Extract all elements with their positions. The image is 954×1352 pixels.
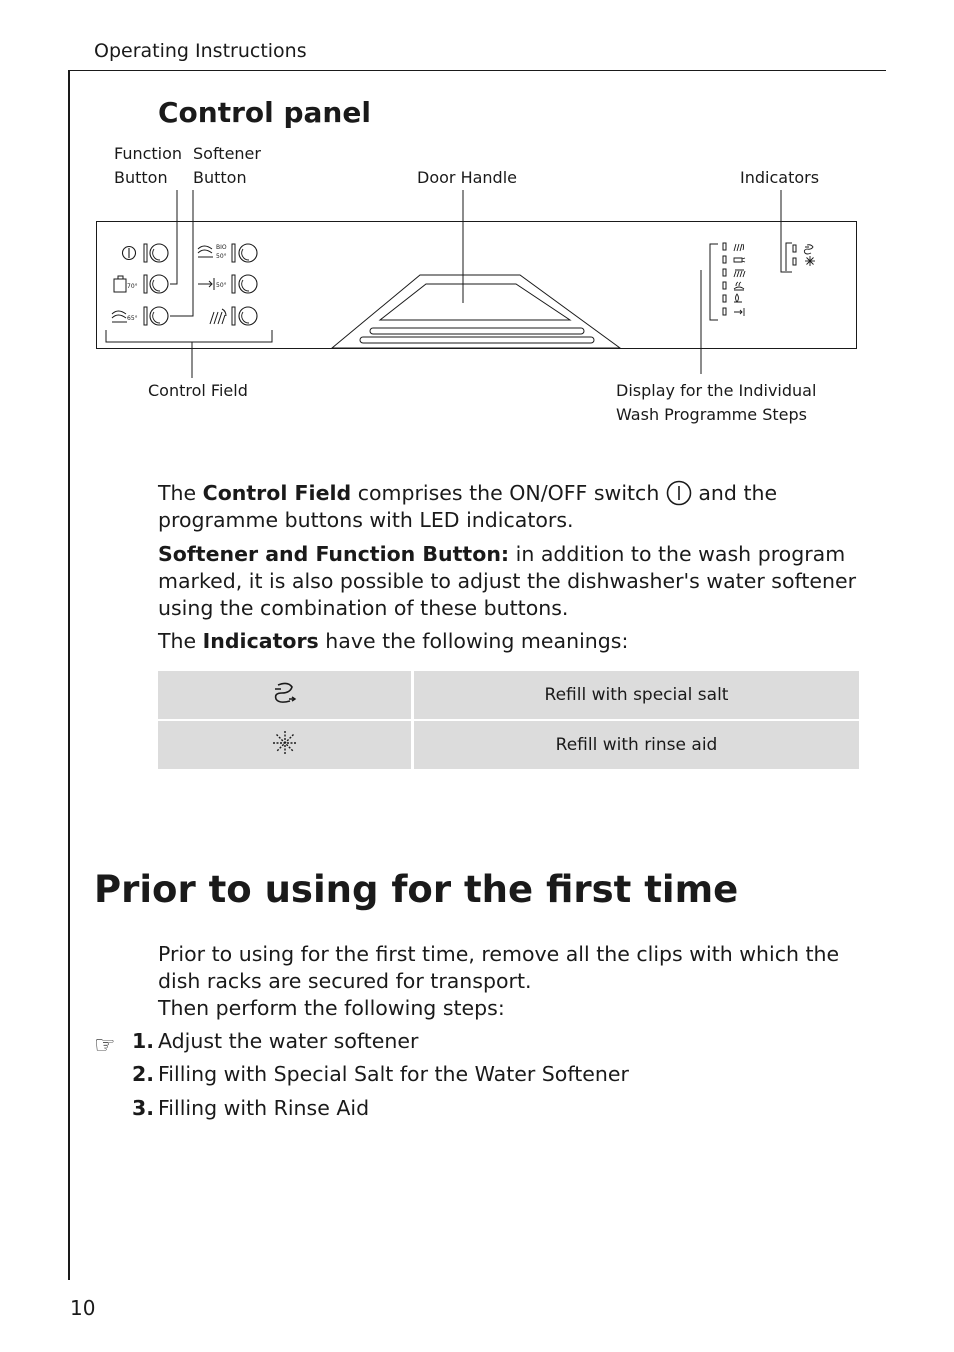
control-panel-diagram	[0, 0, 954, 440]
rinse-aid-meaning: Refill with rinse aid	[414, 721, 859, 771]
programme-step-display	[710, 243, 745, 320]
mark-65: 65°	[127, 315, 138, 322]
control-panel-title: Control panel	[158, 96, 371, 129]
first-use-title: Prior to using for the first time	[94, 868, 739, 911]
rinse-aid-icon	[271, 729, 299, 757]
mark-50b: 50°	[216, 282, 227, 289]
mark-50a: 50°	[216, 253, 227, 260]
mark-bio: BIO	[216, 244, 227, 251]
program-65-button[interactable]	[112, 307, 168, 325]
program-bio-50-button[interactable]	[198, 244, 257, 262]
label-function-button: Function Button	[114, 144, 183, 187]
salt-cell	[158, 671, 414, 721]
control-field-paragraph: The Control Field comprises the ON/OFF switch and the programme buttons with LED indicators.	[158, 481, 778, 532]
program-prewash-button[interactable]	[210, 307, 257, 325]
rinse-aid-indicator-icon	[805, 256, 815, 266]
on-off-switch-icon	[666, 480, 692, 506]
salt-meaning: Refill with special salt	[414, 671, 859, 721]
salt-refill-icon	[272, 679, 298, 707]
page-number: 10	[70, 1296, 96, 1320]
table-row	[158, 721, 859, 771]
running-header: Operating Instructions	[94, 40, 307, 62]
label-indicators: Indicators	[740, 168, 820, 187]
table-row	[158, 671, 859, 721]
step-item: 2. Filling with Special Salt for the Water Softener	[132, 1062, 629, 1086]
indicators-paragraph: The Indicators have the following meanings:	[158, 629, 629, 653]
softener-function-paragraph: Softener and Function Button: in addition to the wash program marked, it is also possible to adjust the dishwasher's water softener using the combination of these buttons.	[158, 542, 857, 620]
on-off-button[interactable]	[123, 244, 169, 262]
door-handle[interactable]	[332, 275, 620, 348]
label-door-handle: Door Handle	[417, 168, 517, 187]
step-item: 3. Filling with Rinse Aid	[132, 1096, 370, 1120]
mark-70: 70°	[127, 283, 138, 290]
salt-indicator-icon	[804, 245, 813, 254]
indicator-meanings-table	[158, 671, 859, 771]
indicator-lights	[786, 243, 815, 271]
label-control-field: Control Field	[148, 381, 248, 400]
pointing-hand-icon: ☞	[94, 1031, 116, 1059]
program-70-button[interactable]	[114, 275, 168, 293]
program-50-button[interactable]	[198, 275, 257, 293]
rinse-aid-cell	[158, 721, 414, 771]
label-display-steps: Display for the Individual Wash Programme Steps	[616, 381, 817, 424]
label-softener-button: Softener Button	[193, 144, 261, 187]
first-use-intro: Prior to using for the first time, remove all the clips with which the dish racks are secured for transport. Then perform the following steps:	[158, 942, 840, 1020]
step-item: 1. Adjust the water softener	[132, 1029, 419, 1053]
